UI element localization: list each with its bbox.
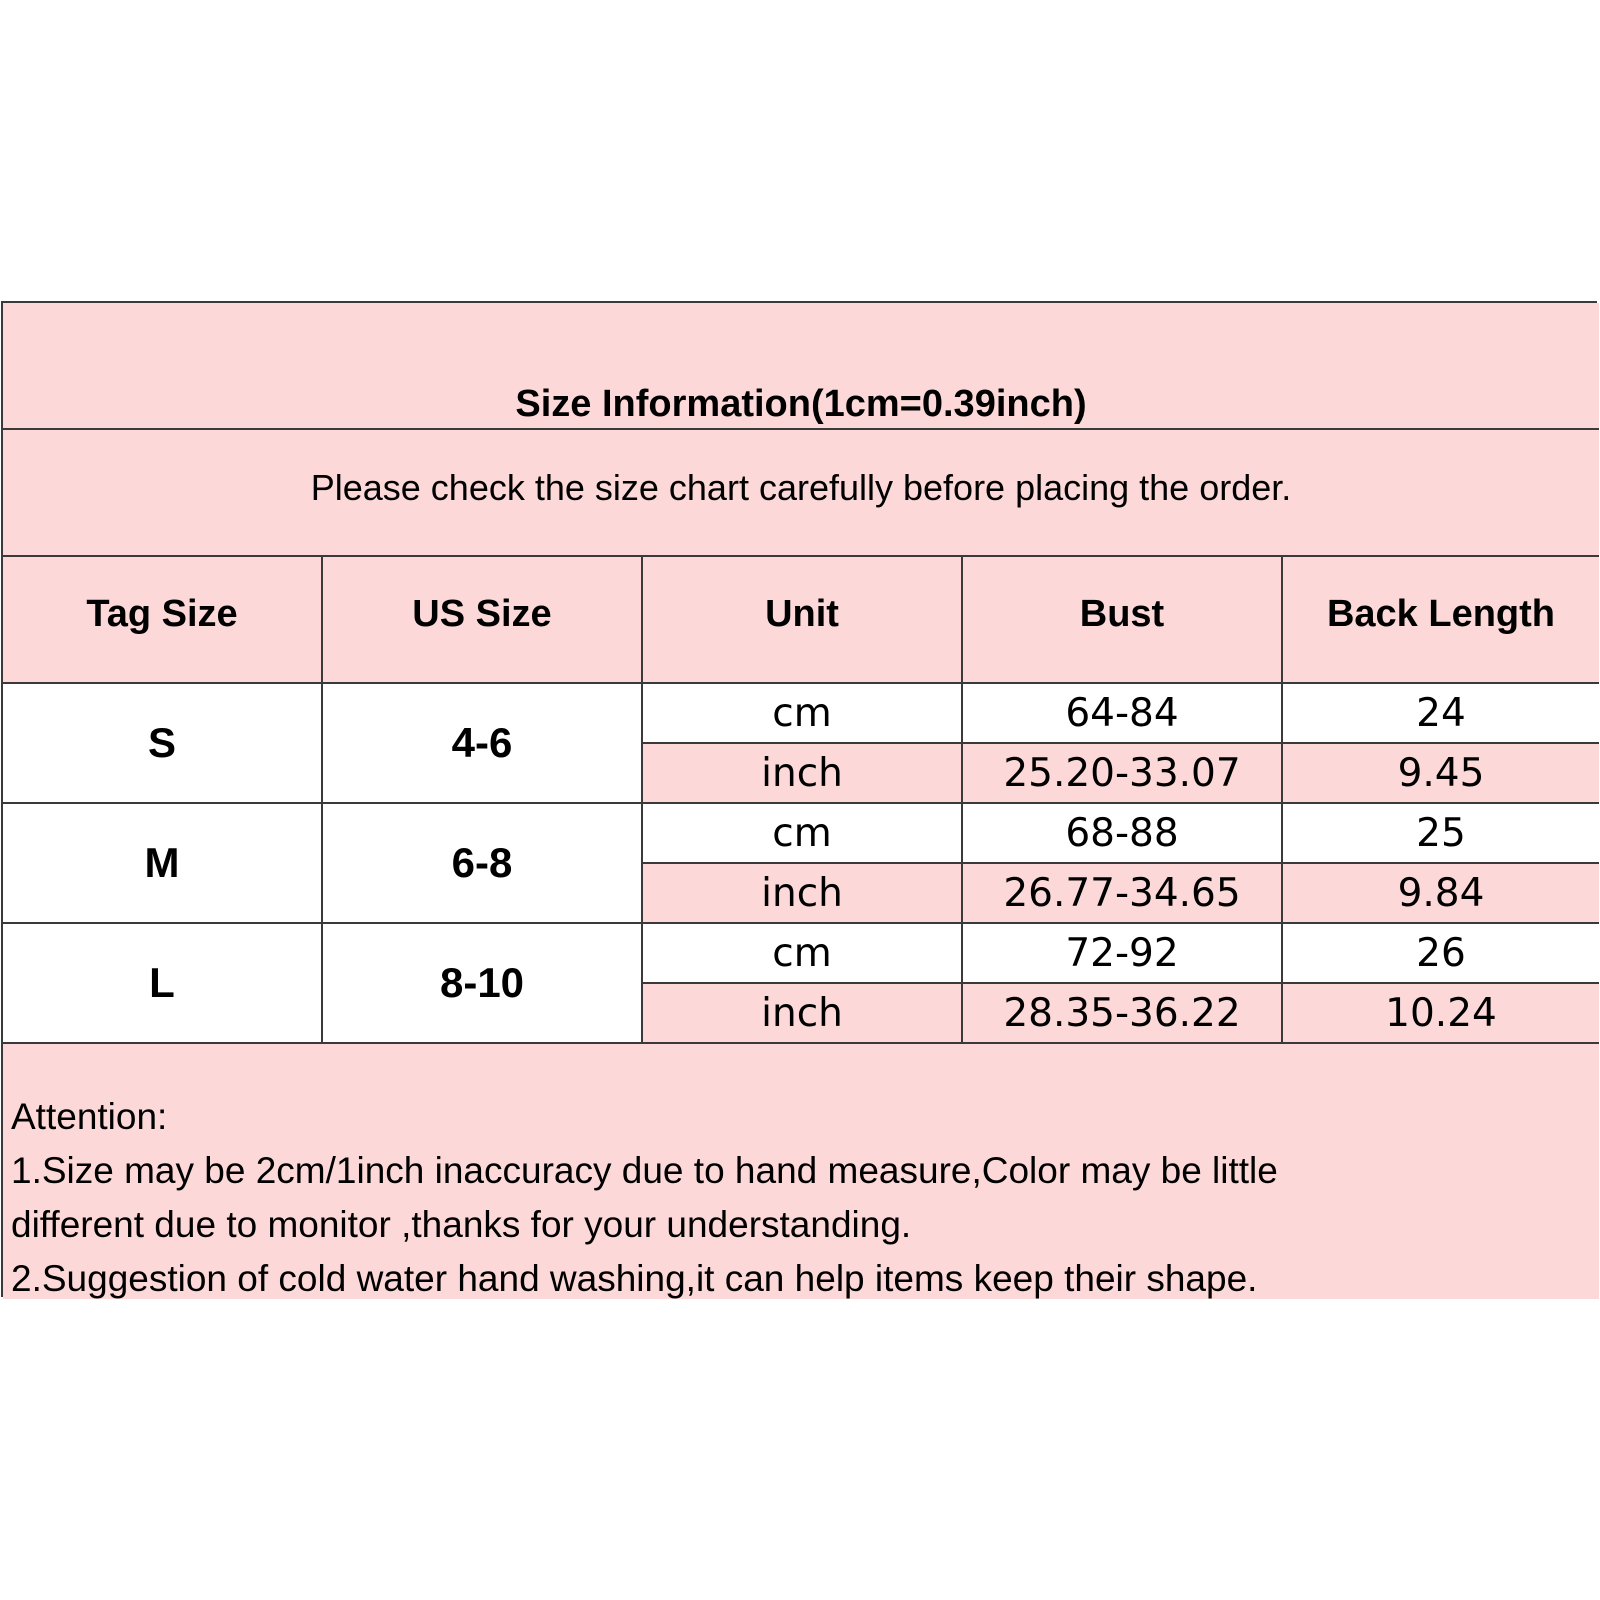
attention-line: 1.Size may be 2cm/1inch inaccuracy due to hand measure,Color may be little xyxy=(11,1150,1278,1191)
bust-cell: 25.20-33.07 xyxy=(963,744,1283,804)
unit-cell: cm xyxy=(643,684,963,744)
attention-line: different due to monitor ,thanks for your understanding. xyxy=(11,1204,912,1245)
tag-size-cell: L xyxy=(3,924,323,1044)
attention-line: 2.Suggestion of cold water hand washing,it can help items keep their shape. xyxy=(11,1258,1258,1299)
header-us-size: US Size xyxy=(323,557,643,684)
unit-cell: inch xyxy=(643,984,963,1044)
bust-cell: 64-84 xyxy=(963,684,1283,744)
header-unit: Unit xyxy=(643,557,963,684)
unit-cell: inch xyxy=(643,744,963,804)
back-length-cell: 25 xyxy=(1283,804,1599,864)
us-size-cell: 6-8 xyxy=(323,804,643,924)
size-chart-table xyxy=(1,301,1597,1297)
back-length-cell: 9.84 xyxy=(1283,864,1599,924)
bust-cell: 72-92 xyxy=(963,924,1283,984)
tag-size-cell: M xyxy=(3,804,323,924)
us-size-cell: 8-10 xyxy=(323,924,643,1044)
header-tag-size: Tag Size xyxy=(3,557,323,684)
back-length-cell: 10.24 xyxy=(1283,984,1599,1044)
tag-size-cell: S xyxy=(3,684,323,804)
bust-cell: 26.77-34.65 xyxy=(963,864,1283,924)
size-chart-title: Size Information(1cm=0.39inch) xyxy=(3,303,1599,430)
unit-cell: cm xyxy=(643,924,963,984)
us-size-cell: 4-6 xyxy=(323,684,643,804)
unit-cell: inch xyxy=(643,864,963,924)
bust-cell: 68-88 xyxy=(963,804,1283,864)
attention-heading: Attention: xyxy=(11,1096,168,1137)
header-bust: Bust xyxy=(963,557,1283,684)
bust-cell: 28.35-36.22 xyxy=(963,984,1283,1044)
back-length-cell: 9.45 xyxy=(1283,744,1599,804)
unit-cell: cm xyxy=(643,804,963,864)
header-back-length: Back Length xyxy=(1283,557,1599,684)
back-length-cell: 24 xyxy=(1283,684,1599,744)
back-length-cell: 26 xyxy=(1283,924,1599,984)
attention-notes xyxy=(3,1044,1599,1299)
size-chart-notice: Please check the size chart carefully before placing the order. xyxy=(3,430,1599,557)
